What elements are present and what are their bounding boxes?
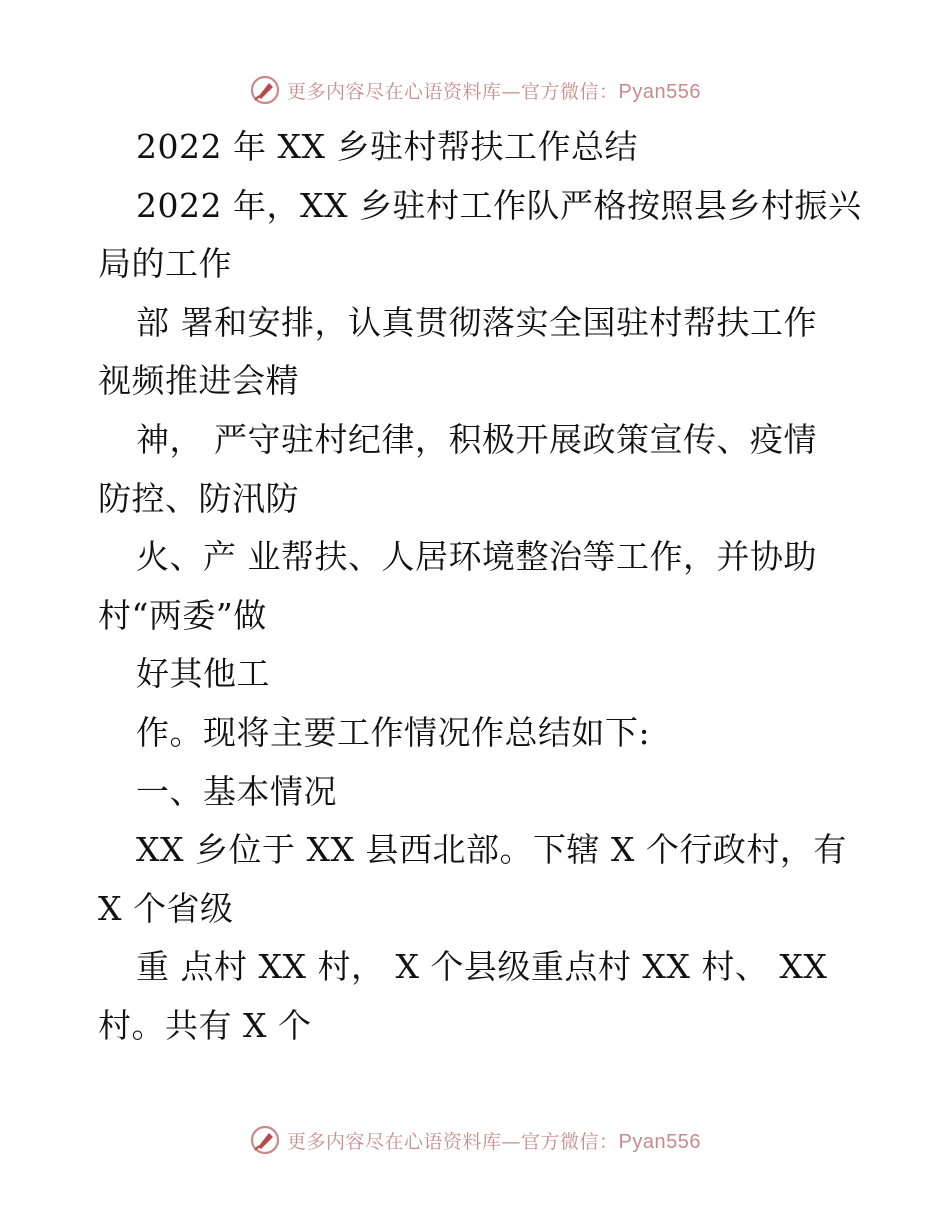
pen-nib-logo-icon [249, 74, 281, 106]
text-line: 村“两委”做 [98, 595, 267, 635]
text-line: 好其他工 [136, 654, 270, 694]
watermark-text [287, 1127, 701, 1154]
text-line: 2022 年，XX 乡驻村工作队严格按照县乡村振兴 [136, 185, 862, 225]
pen-nib-logo-icon [249, 1124, 281, 1156]
watermark-handle: Pyan556 [618, 1130, 701, 1153]
watermark-footer [0, 1120, 950, 1160]
watermark-header [0, 70, 950, 110]
document-body [98, 118, 862, 1056]
text-line: 重 点村 XX 村， X 个县级重点村 XX 村、 XX [136, 947, 828, 987]
text-line: 视频推进会精 [98, 361, 299, 401]
text-line: 神， 严守驻村纪律，积极开展政策宣传、疫情 [136, 419, 817, 459]
text-line: 火、产 业帮扶、人居环境整治等工作，并协助 [136, 537, 817, 577]
text-line: 作。现将主要工作情况作总结如下: [136, 712, 651, 752]
text-line: 防控、防汛防 [98, 478, 299, 518]
text-line: 部 署和安排，认真贯彻落实全国驻村帮扶工作 [136, 302, 817, 342]
text-line: 村。共有 X 个 [98, 1005, 312, 1045]
text-line: 2022 年 XX 乡驻村帮扶工作总结 [136, 127, 638, 166]
watermark-label: 更多内容尽在心语资料库—官方微信： [287, 1130, 619, 1153]
text-line: X 个省级 [98, 888, 234, 928]
text-line: XX 乡位于 XX 县西北部。下辖 X 个行政村，有 [136, 830, 847, 870]
watermark-text [287, 77, 701, 104]
text-line: 局的工作 [98, 244, 232, 284]
watermark-label: 更多内容尽在心语资料库—官方微信： [287, 80, 619, 103]
watermark-handle: Pyan556 [618, 80, 701, 103]
text-line: 一、基本情况 [136, 771, 337, 811]
